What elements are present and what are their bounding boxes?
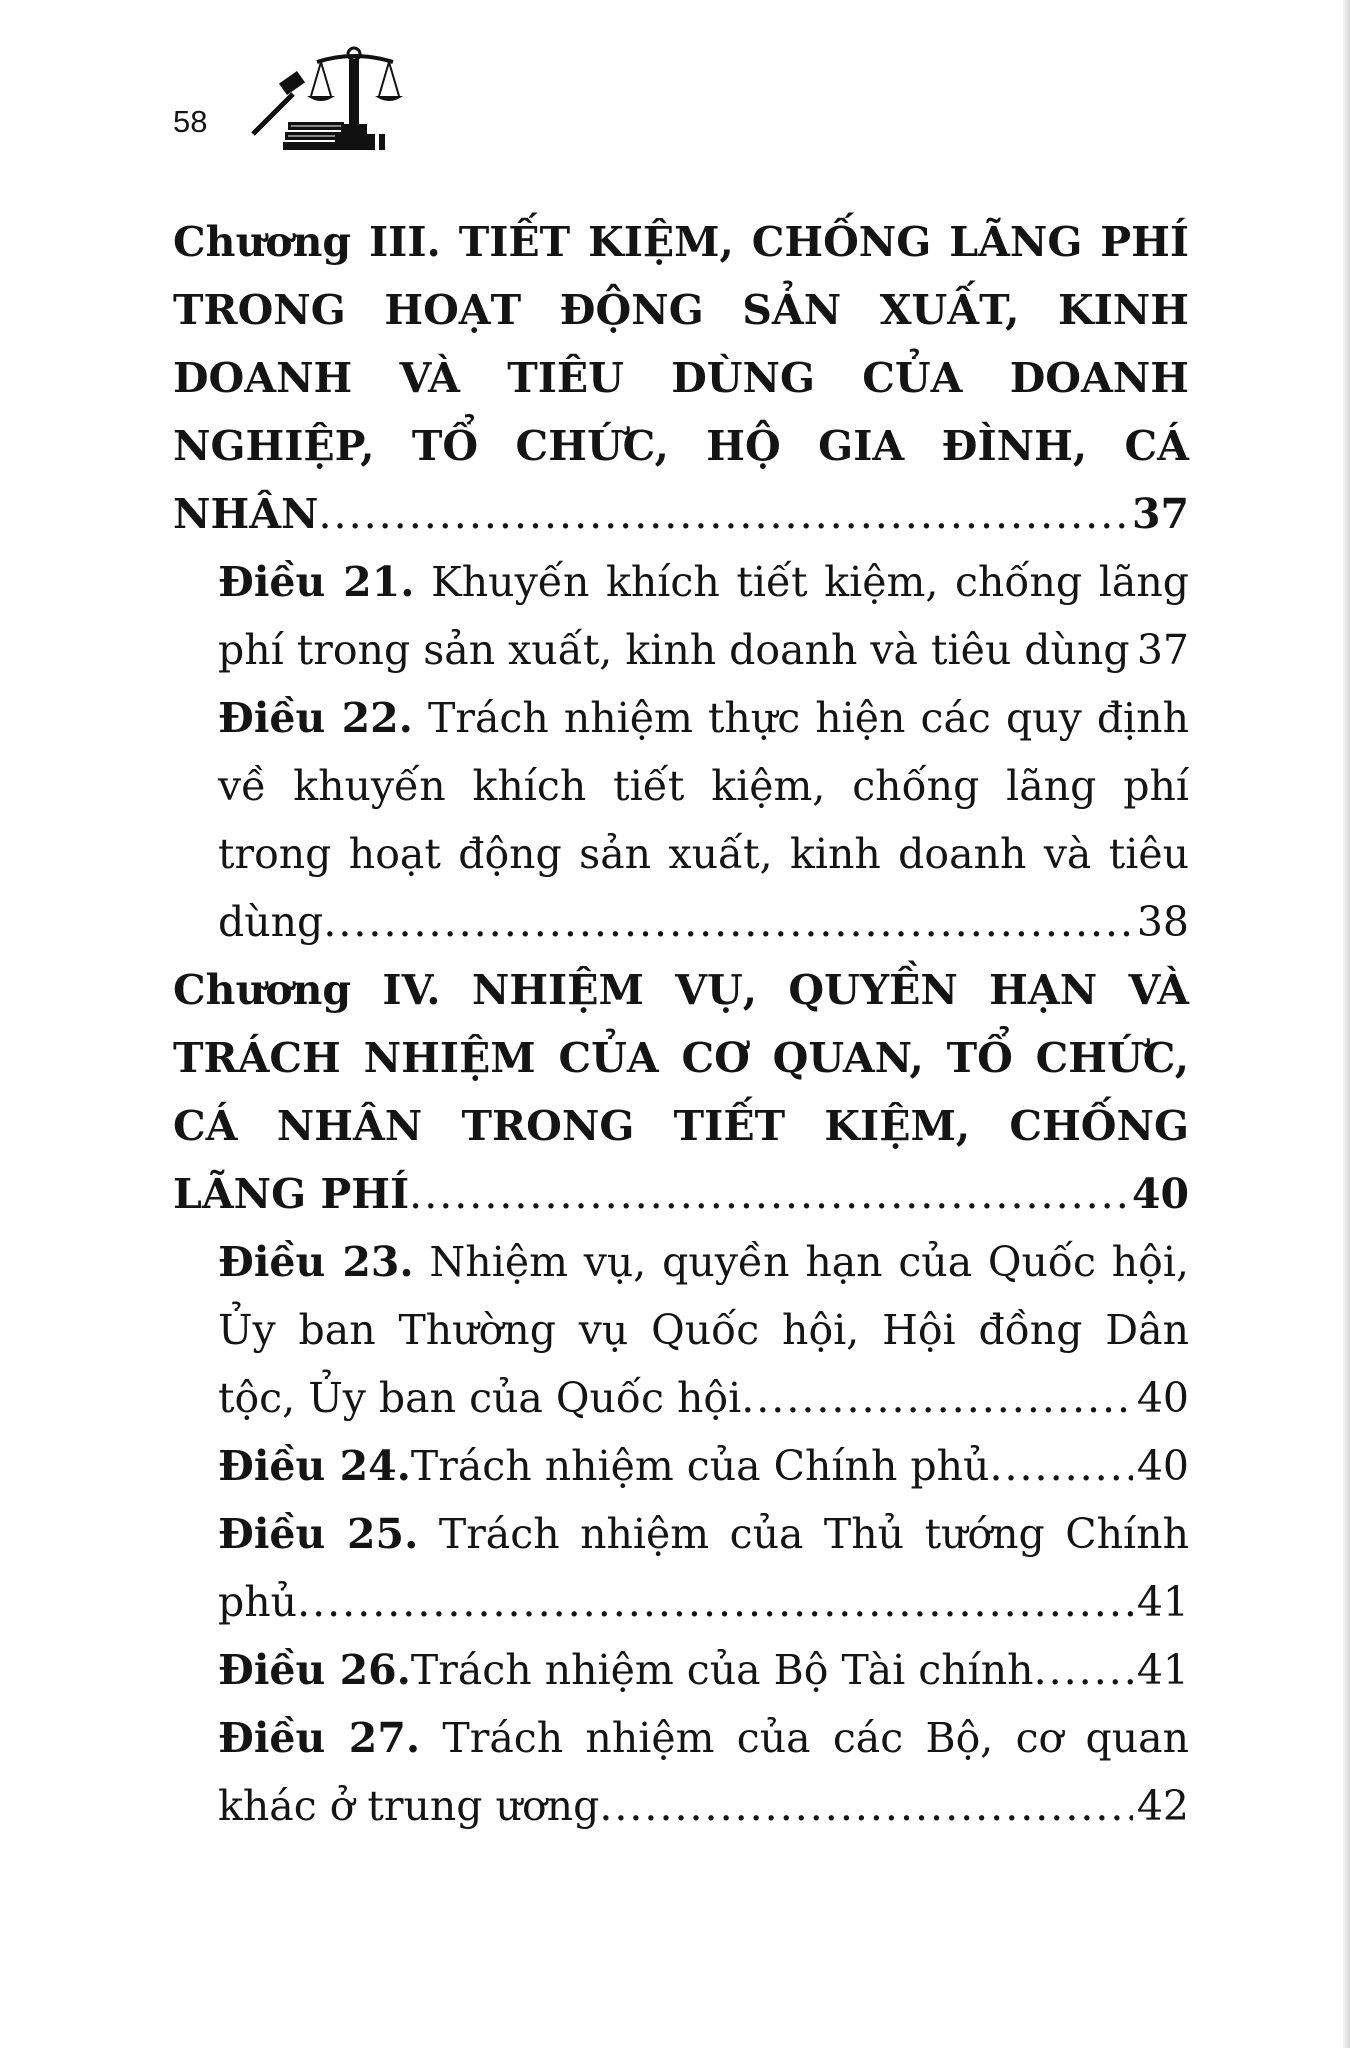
dot-leader	[741, 1364, 1133, 1432]
toc-line: Điều 22. Trách nhiệm thực hiện các quy định	[218, 694, 1189, 742]
toc-line: Điều 21. Khuyến khích tiết kiệm, chống lãng	[218, 558, 1189, 606]
toc-line-with-page	[218, 1364, 1189, 1432]
toc-page-number: 40	[1136, 1374, 1189, 1422]
toc-line: Ủy ban Thường vụ Quốc hội, Hội đồng Dân	[218, 1306, 1189, 1354]
toc-line: Điều 27. Trách nhiệm của các Bộ, cơ quan	[218, 1714, 1189, 1762]
toc-entry-text: Trách nhiệm của Bộ Tài chính	[410, 1646, 1034, 1694]
toc-article	[173, 1500, 1189, 1636]
toc-page-number: 41	[1136, 1646, 1189, 1694]
toc-line-with-page	[173, 480, 1189, 548]
dot-leader	[599, 1772, 1133, 1840]
dot-leader	[1034, 1636, 1133, 1704]
toc-article	[173, 1228, 1189, 1432]
article-label: Điều 21.	[218, 558, 415, 606]
toc-chapter	[173, 956, 1189, 1228]
toc-entry-text: khác ở trung ương	[218, 1782, 600, 1830]
dot-leader	[989, 1432, 1132, 1500]
toc-entry-text: phủ	[218, 1578, 298, 1626]
toc-line-with-page	[218, 1568, 1189, 1636]
toc-entry-text: NHÂN	[173, 490, 319, 538]
article-label: Điều 23.	[218, 1238, 414, 1286]
toc-line: Chương IV. NHIỆM VỤ, QUYỀN HẠN VÀ	[173, 966, 1189, 1014]
toc-line-with-page	[218, 1432, 1189, 1500]
toc-entry-text: dùng	[218, 898, 324, 946]
article-label: Điều 26.	[218, 1646, 411, 1694]
page-edge	[1343, 0, 1350, 2048]
toc-line: trong hoạt động sản xuất, kinh doanh và tiêu	[218, 830, 1189, 878]
toc-line: DOANH VÀ TIÊU DÙNG CỦA DOANH	[173, 354, 1189, 402]
scales-of-justice-gavel-icon	[243, 38, 413, 158]
table-of-contents	[173, 208, 1189, 1840]
toc-page-number: 42	[1136, 1782, 1189, 1830]
article-label: Điều 25.	[218, 1510, 419, 1558]
article-label: Điều 24.	[218, 1442, 411, 1490]
toc-entry-text: Trách nhiệm của Chính phủ	[410, 1442, 990, 1490]
toc-entry-text: phí trong sản xuất, kinh doanh và tiêu dùng	[218, 626, 1130, 674]
toc-line: Điều 25. Trách nhiệm của Thủ tướng Chính	[218, 1510, 1189, 1558]
toc-page-number: 40	[1136, 1442, 1189, 1490]
dot-leader	[409, 1160, 1128, 1228]
dot-leader	[319, 480, 1128, 548]
toc-line-with-page	[218, 616, 1189, 684]
toc-article	[173, 684, 1189, 956]
toc-line: TRONG HOẠT ĐỘNG SẢN XUẤT, KINH	[173, 286, 1189, 334]
toc-line-with-page	[218, 888, 1189, 956]
toc-entry-text: LÃNG PHÍ	[173, 1170, 410, 1218]
toc-line-with-page	[218, 1772, 1189, 1840]
dot-leader	[323, 888, 1133, 956]
toc-article	[173, 1636, 1189, 1704]
toc-page-number: 37	[1131, 490, 1189, 538]
article-label: Điều 22.	[218, 694, 413, 742]
page-header	[173, 38, 433, 158]
toc-article	[173, 548, 1189, 684]
toc-line-with-page	[173, 1160, 1189, 1228]
page-number: 58	[173, 104, 208, 139]
dot-leader	[297, 1568, 1133, 1636]
toc-line: về khuyến khích tiết kiệm, chống lãng phí	[218, 762, 1189, 810]
toc-line-with-page	[218, 1636, 1189, 1704]
toc-article	[173, 1704, 1189, 1840]
article-label: Điều 27.	[218, 1714, 421, 1762]
toc-line: TRÁCH NHIỆM CỦA CƠ QUAN, TỔ CHỨC,	[173, 1034, 1189, 1082]
toc-line: CÁ NHÂN TRONG TIẾT KIỆM, CHỐNG	[173, 1102, 1189, 1150]
toc-page-number: 38	[1136, 898, 1189, 946]
toc-article	[173, 1432, 1189, 1500]
toc-line: NGHIỆP, TỔ CHỨC, HỘ GIA ĐÌNH, CÁ	[173, 422, 1189, 470]
toc-line: Điều 23. Nhiệm vụ, quyền hạn của Quốc hội,	[218, 1238, 1189, 1286]
toc-entry-text: tộc, Ủy ban của Quốc hội	[218, 1374, 742, 1422]
toc-page-number: 41	[1136, 1578, 1189, 1626]
toc-line: Chương III. TIẾT KIỆM, CHỐNG LÃNG PHÍ	[173, 218, 1189, 266]
toc-page-number: 40	[1131, 1170, 1189, 1218]
toc-chapter	[173, 208, 1189, 548]
toc-page-number: 37	[1136, 626, 1189, 674]
